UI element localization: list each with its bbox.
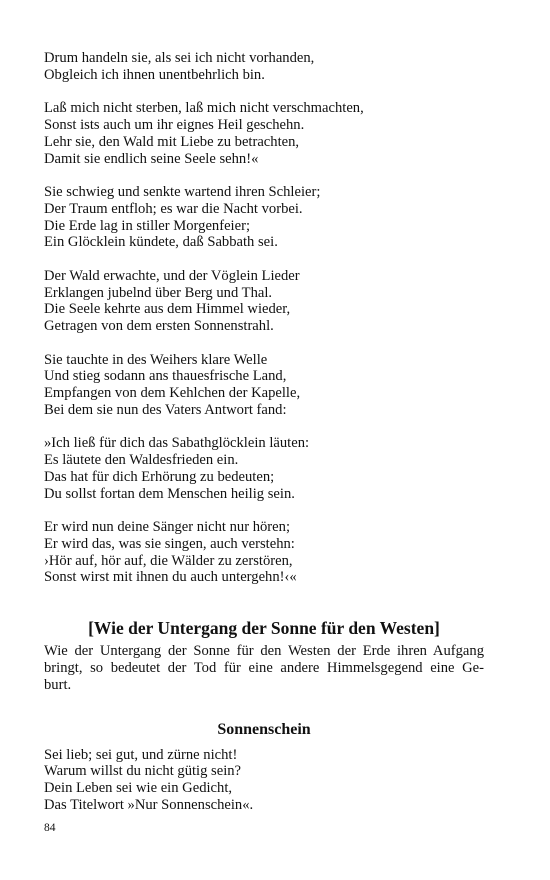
stanza-sonnenschein [44,747,484,814]
verse-line: Das hat für dich Erhörung zu bedeuten; [44,468,275,485]
verse-line: Die Erde lag in stiller Morgenfeier; [44,217,251,234]
stanza-4 [44,268,484,335]
verse-line: Bei dem sie nun des Vaters Antwort fand: [44,401,287,418]
page-body [44,50,484,814]
verse-line: Sonst ists auch um ihr eignes Heil geschehn. [44,116,305,133]
prose-line: bringt, so bedeutet der Tod für eine andere Himmelsgegend eine Ge- [44,660,484,677]
stanza-2 [44,100,484,167]
verse-line: Das Titelwort »Nur Sonnenschein«. [44,797,254,814]
verse-line: Der Wald erwachte, und der Vöglein Lieder [44,267,300,284]
stanza-5 [44,352,484,419]
verse-line: Lehr sie, den Wald mit Liebe zu betrachten, [44,133,300,150]
verse-line: Sonst wirst mit ihnen du auch untergehn!‹« [44,569,297,586]
verse-line: Damit sie endlich seine Seele sehn!« [44,150,259,167]
prose-line: Wie der Untergang der Sonne für den Westen der Erde ihren Aufgang [44,643,484,660]
verse-line: Sie schwieg und senkte wartend ihren Schleier; [44,183,321,200]
stanza-3 [44,184,484,251]
section-heading-sonnenschein: Sonnenschein [217,720,311,738]
stanza-6 [44,435,484,502]
verse-line: Er wird das, was sie singen, auch verstehn: [44,535,295,552]
stanza-1 [44,50,484,84]
verse-line: Sie tauchte in des Weihers klare Welle [44,351,268,368]
verse-line: Dein Leben sei wie ein Gedicht, [44,780,233,797]
section-heading-sunset: [Wie der Untergang der Sonne für den Westen] [88,618,440,639]
verse-line: Warum willst du nicht gütig sein? [44,763,242,780]
verse-line: ›Hör auf, hör auf, die Wälder zu zerstören, [44,552,293,569]
page-number: 84 [44,822,56,834]
prose-paragraph [44,643,484,693]
verse-line: Getragen von dem ersten Sonnenstrahl. [44,318,274,335]
verse-line: »Ich ließ für dich das Sabathglöcklein läuten: [44,435,310,452]
verse-line: Du sollst fortan dem Menschen heilig sein. [44,485,295,502]
verse-line: Obgleich ich ihnen unentbehrlich bin. [44,66,265,83]
stanza-7 [44,519,484,586]
verse-line: Sei lieb; sei gut, und zürne nicht! [44,746,238,763]
verse-line: Drum handeln sie, als sei ich nicht vorhanden, [44,50,315,66]
verse-line: Und stieg sodann ans thauesfrische Land, [44,368,287,385]
verse-line: Empfangen von dem Kehlchen der Kapelle, [44,385,301,402]
verse-line: Der Traum entfloh; es war die Nacht vorbei. [44,200,303,217]
verse-line: Ein Glöcklein kündete, daß Sabbath sei. [44,234,278,251]
verse-line: Es läutete den Waldesfrieden ein. [44,452,239,469]
verse-line: Laß mich nicht sterben, laß mich nicht verschmachten, [44,100,364,117]
verse-line: Er wird nun deine Sänger nicht nur hören; [44,519,290,536]
verse-line: Erklangen jubelnd über Berg und Thal. [44,284,273,301]
prose-line: burt. [44,676,72,693]
verse-line: Die Seele kehrte aus dem Himmel wieder, [44,301,291,318]
